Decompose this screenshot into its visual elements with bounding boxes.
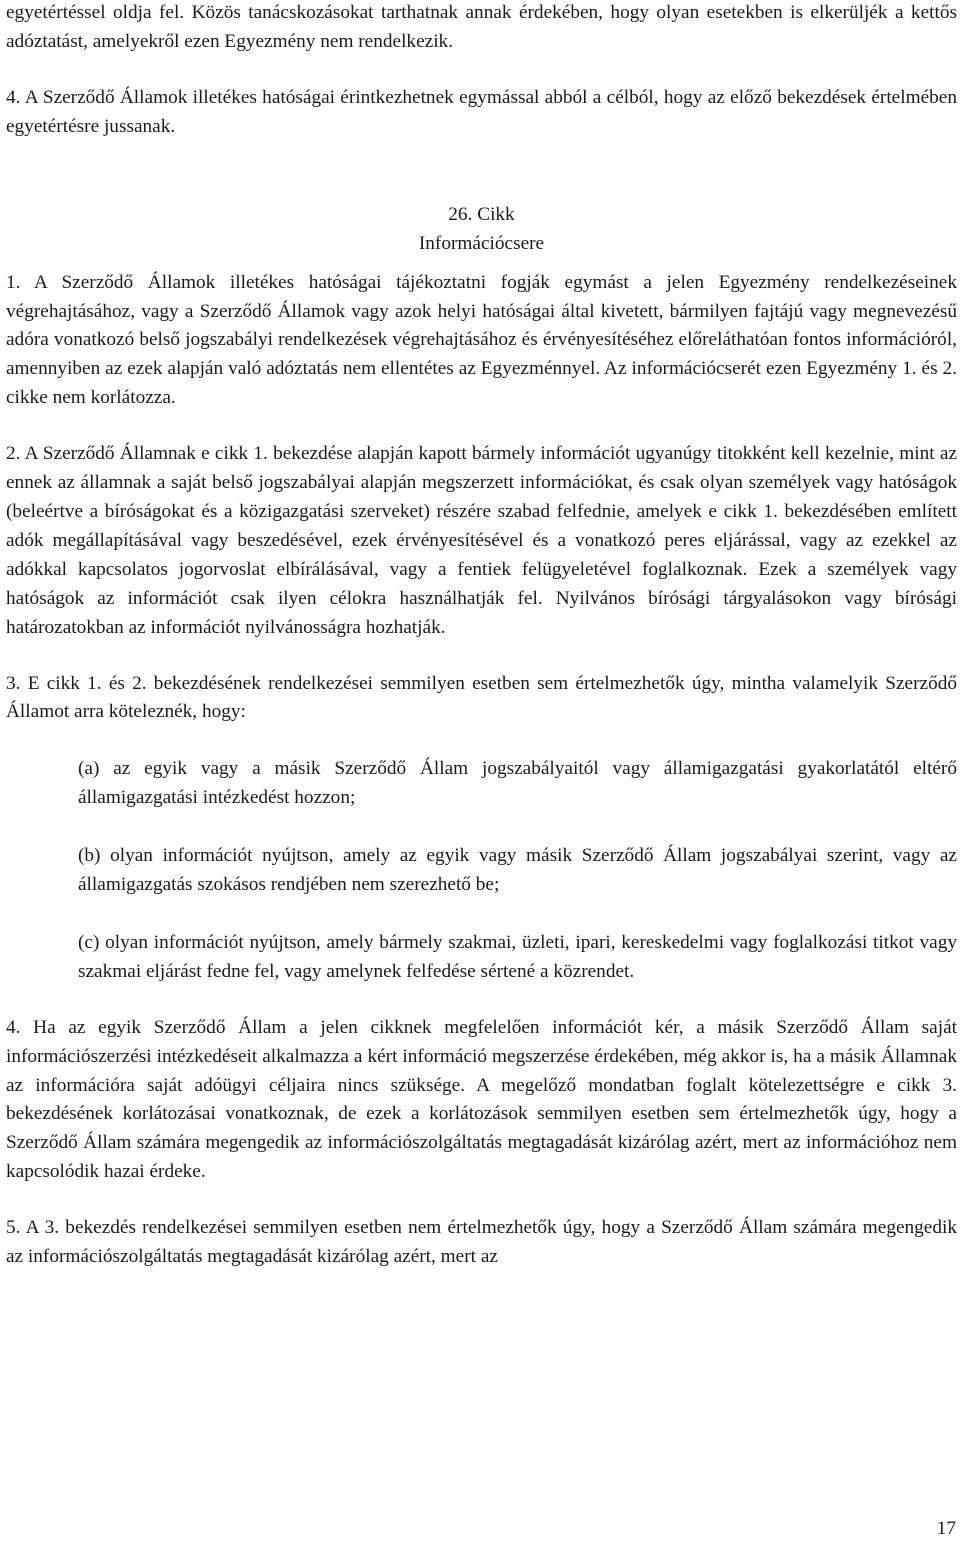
paragraph-4-previous-article: 4. A Szerződő Államok illetékes hatóságai érintkezhetnek egymással abból a célból, hogy az előző bekezdések értelmében egyetértésre jussanak. [6, 86, 957, 137]
page-number: 17 [936, 1518, 956, 1539]
paragraph-5: 5. A 3. bekezdés rendelkezései semmilyen esetben nem értelmezhetők úgy, hogy a Szerződő Állam számára megengedik az információszolgáltatás megtagadását kizárólag azért, mert az [6, 1217, 957, 1268]
sub-item-b: (b) olyan információt nyújtson, amely az egyik vagy másik Szerződő Állam jogszabályai szerint, vagy az államigazgatás szokásos rendjében nem szerezhető be; [78, 845, 957, 896]
article-number: 26. Cikk [448, 203, 515, 225]
article-title: Információcsere [418, 232, 545, 254]
paragraph-3: 3. E cikk 1. és 2. bekezdésének rendelkezései semmilyen esetben sem értelmezhetők úgy, mintha valamelyik Szerződő Államot arra köteleznék, hogy: [6, 672, 957, 723]
intro-paragraph: egyetértéssel oldja fel. Közös tanácskozásokat tarthatnak annak érdekében, hogy olyan esetekben is elkerüljék a kettős adóztatást, amelyekről ezen Egyezmény nem rendelkezik. [6, 2, 957, 52]
sub-item-c: (c) olyan információt nyújtson, amely bármely szakmai, üzleti, ipari, kereskedelmi vagy foglalkozási titkot vagy szakmai eljárást fedne fel, vagy amelynek felfedése sértené a közrendet. [78, 931, 957, 982]
paragraph-2: 2. A Szerződő Államnak e cikk 1. bekezdése alapján kapott bármely információt ugyanúgy titokként kell kezelnie, mint az ennek az államnak a saját belső jogszabályai alapján megszerzett információkat, és csak olyan személyek vagy hatóságok (beleértve a bíróságokat és a közigazgatási szerveket) részére szabad felfednie, amelyek e cikk 1. bekezdésében említett adók megállapításával vagy beszedésével, ezek érvényesítésével és a vonatkozó peres eljárással, vagy az ezekkel az adókkal kapcsolatos jogorvoslat elbírálásával, vagy a fentiek felügyeletével foglalkoznak. Ezek a személyek vagy hatóságok az információt csak ilyen célokra használhatják fel. Nyilvános bírósági tárgyalásokon vagy bírósági határozatokban az információt nyilvánosságra hozhatják. [6, 443, 957, 638]
article-heading [6, 200, 957, 258]
document-page [6, 0, 957, 1272]
paragraph-4: 4. Ha az egyik Szerződő Állam a jelen cikknek megfelelően információt kér, a másik Szerződő Állam saját információszerzési intézkedéseit alkalmazza a kért információ megszerzése érdekében, még akkor is, ha a másik Államnak az információra saját adóügyi céljaira nincs szüksége. A megelőző mondatban foglalt kötelezettségre e cikk 3. bekezdésének korlátozásai vonatkoznak, de ezek a korlátozások semmilyen esetben sem értelmezhetők úgy, hogy a Szerződő Állam számára megengedik az információszolgáltatás megtagadását kizárólag azért, mert az információhoz nem kapcsolódik hazai érdeke. [6, 1016, 957, 1183]
paragraph-1: 1. A Szerződő Államok illetékes hatóságai tájékoztatni fogják egymást a jelen Egyezmény rendelkezéseinek végrehajtásához, vagy a Szerződő Államok vagy azok helyi hatóságai által kivetett, bármilyen fajtájú vagy megnevezésű adóra vonatkozó belső jogszabályi rendelkezések végrehajtásához és érvényesítéséhez előreláthatóan fontos információról, amennyiben az ezek alapján való adóztatás nem ellentétes az Egyezménnyel. Az információcserét ezen Egyezmény 1. és 2. cikke nem korlátozza. [6, 271, 957, 409]
sub-item-a: (a) az egyik vagy a másik Szerződő Állam jogszabályaitól vagy államigazgatási gyakorlatától eltérő államigazgatási intézkedést hozzon; [78, 758, 957, 809]
